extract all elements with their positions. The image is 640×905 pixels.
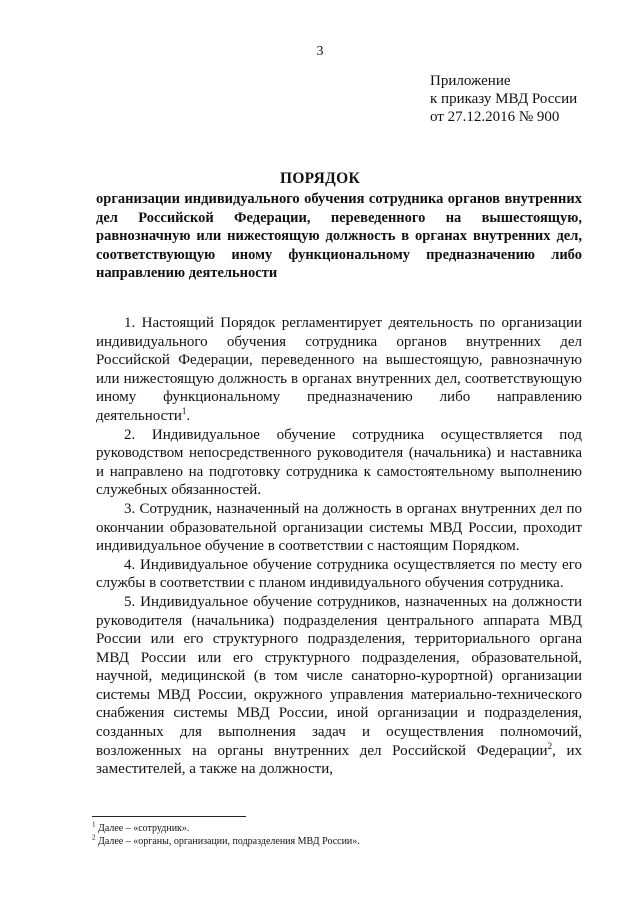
paragraph-5 bbox=[96, 593, 582, 779]
paragraph-2: 2. Индивидуальное обучение сотрудника осуществляется под руководством непосредственного руководителя (начальника) и наставника и направлено на подготовку сотрудника к самостоятельному выполнению служебных обязанностей. bbox=[96, 426, 582, 499]
paragraph-3: 3. Сотрудник, назначенный на должность в органах внутренних дел по окончании образовательной организации системы МВД России, проходит индивидуальное обучение в соответствии с настоящим Порядком. bbox=[96, 500, 582, 555]
footnote-ref[interactable]: 2 bbox=[547, 740, 553, 751]
approval-stamp bbox=[430, 72, 577, 126]
footnote-text: Далее – «органы, организации, подразделения МВД России». bbox=[95, 836, 360, 847]
footnote-number: 1 bbox=[92, 820, 96, 829]
paragraph-text: 5. Индивидуальное обучение сотрудников, назначенных на должности руководителя (начальника) подразделения центрального аппарата МВД России или его структурного подразделения, территориального органа МВД России или его структурного подразделения, образовательной, научной, медицинской (в том числе санаторно-курортной) организации системы МВД России, окружного управления материально-технического снабжения системы МВД России, иной организации и подразделения, созданных для выполнения задач и осуществления полномочий, возложенных на органы внутренних дел Российской Федерации bbox=[96, 593, 582, 759]
footnote-text: Далее – «сотрудник». bbox=[95, 823, 190, 834]
footnote-1 bbox=[92, 822, 572, 835]
footnote-2 bbox=[92, 835, 572, 848]
approval-line: к приказу МВД России bbox=[430, 91, 578, 107]
paragraph-text: 1. Настоящий Порядок регламентирует деятельность по организации индивидуального обучения сотрудника органов внутренних дел Российской Федерации, переведенного на вышестоящую, равнозначную или нижестоящую должность в органах внутренних дел, соответствующую иному функциональному предназначению либо направлению деятельности bbox=[96, 315, 582, 424]
footnote-divider bbox=[92, 816, 246, 817]
document-subtitle: организации индивидуального обучения сотрудника органов внутренних дел Российской Федерации, переведенного на вышестоящую, равнозначную или нижестоящую должность в органах внутренних дел, соответствующую иному функциональному предназначению либо направлению деятельности bbox=[96, 191, 582, 281]
approval-line: от 27.12.2016 № 900 bbox=[430, 109, 560, 125]
footnotes bbox=[92, 822, 572, 848]
footnote-number: 2 bbox=[92, 833, 96, 842]
paragraph-text-end: . bbox=[186, 407, 191, 424]
paragraph-4: 4. Индивидуальное обучение сотрудника осуществляется по месту его службы в соответствии с планом индивидуального обучения сотрудника. bbox=[96, 556, 582, 592]
paragraph-1 bbox=[96, 314, 582, 426]
footnote-ref[interactable]: 1 bbox=[181, 405, 187, 416]
paragraph-text-end: , их заместителей, а также на должности, bbox=[96, 742, 583, 778]
approval-line: Приложение bbox=[430, 73, 511, 89]
document-body bbox=[96, 314, 582, 779]
page-number: 3 bbox=[316, 44, 324, 59]
document-title: ПОРЯДОК bbox=[279, 170, 361, 187]
